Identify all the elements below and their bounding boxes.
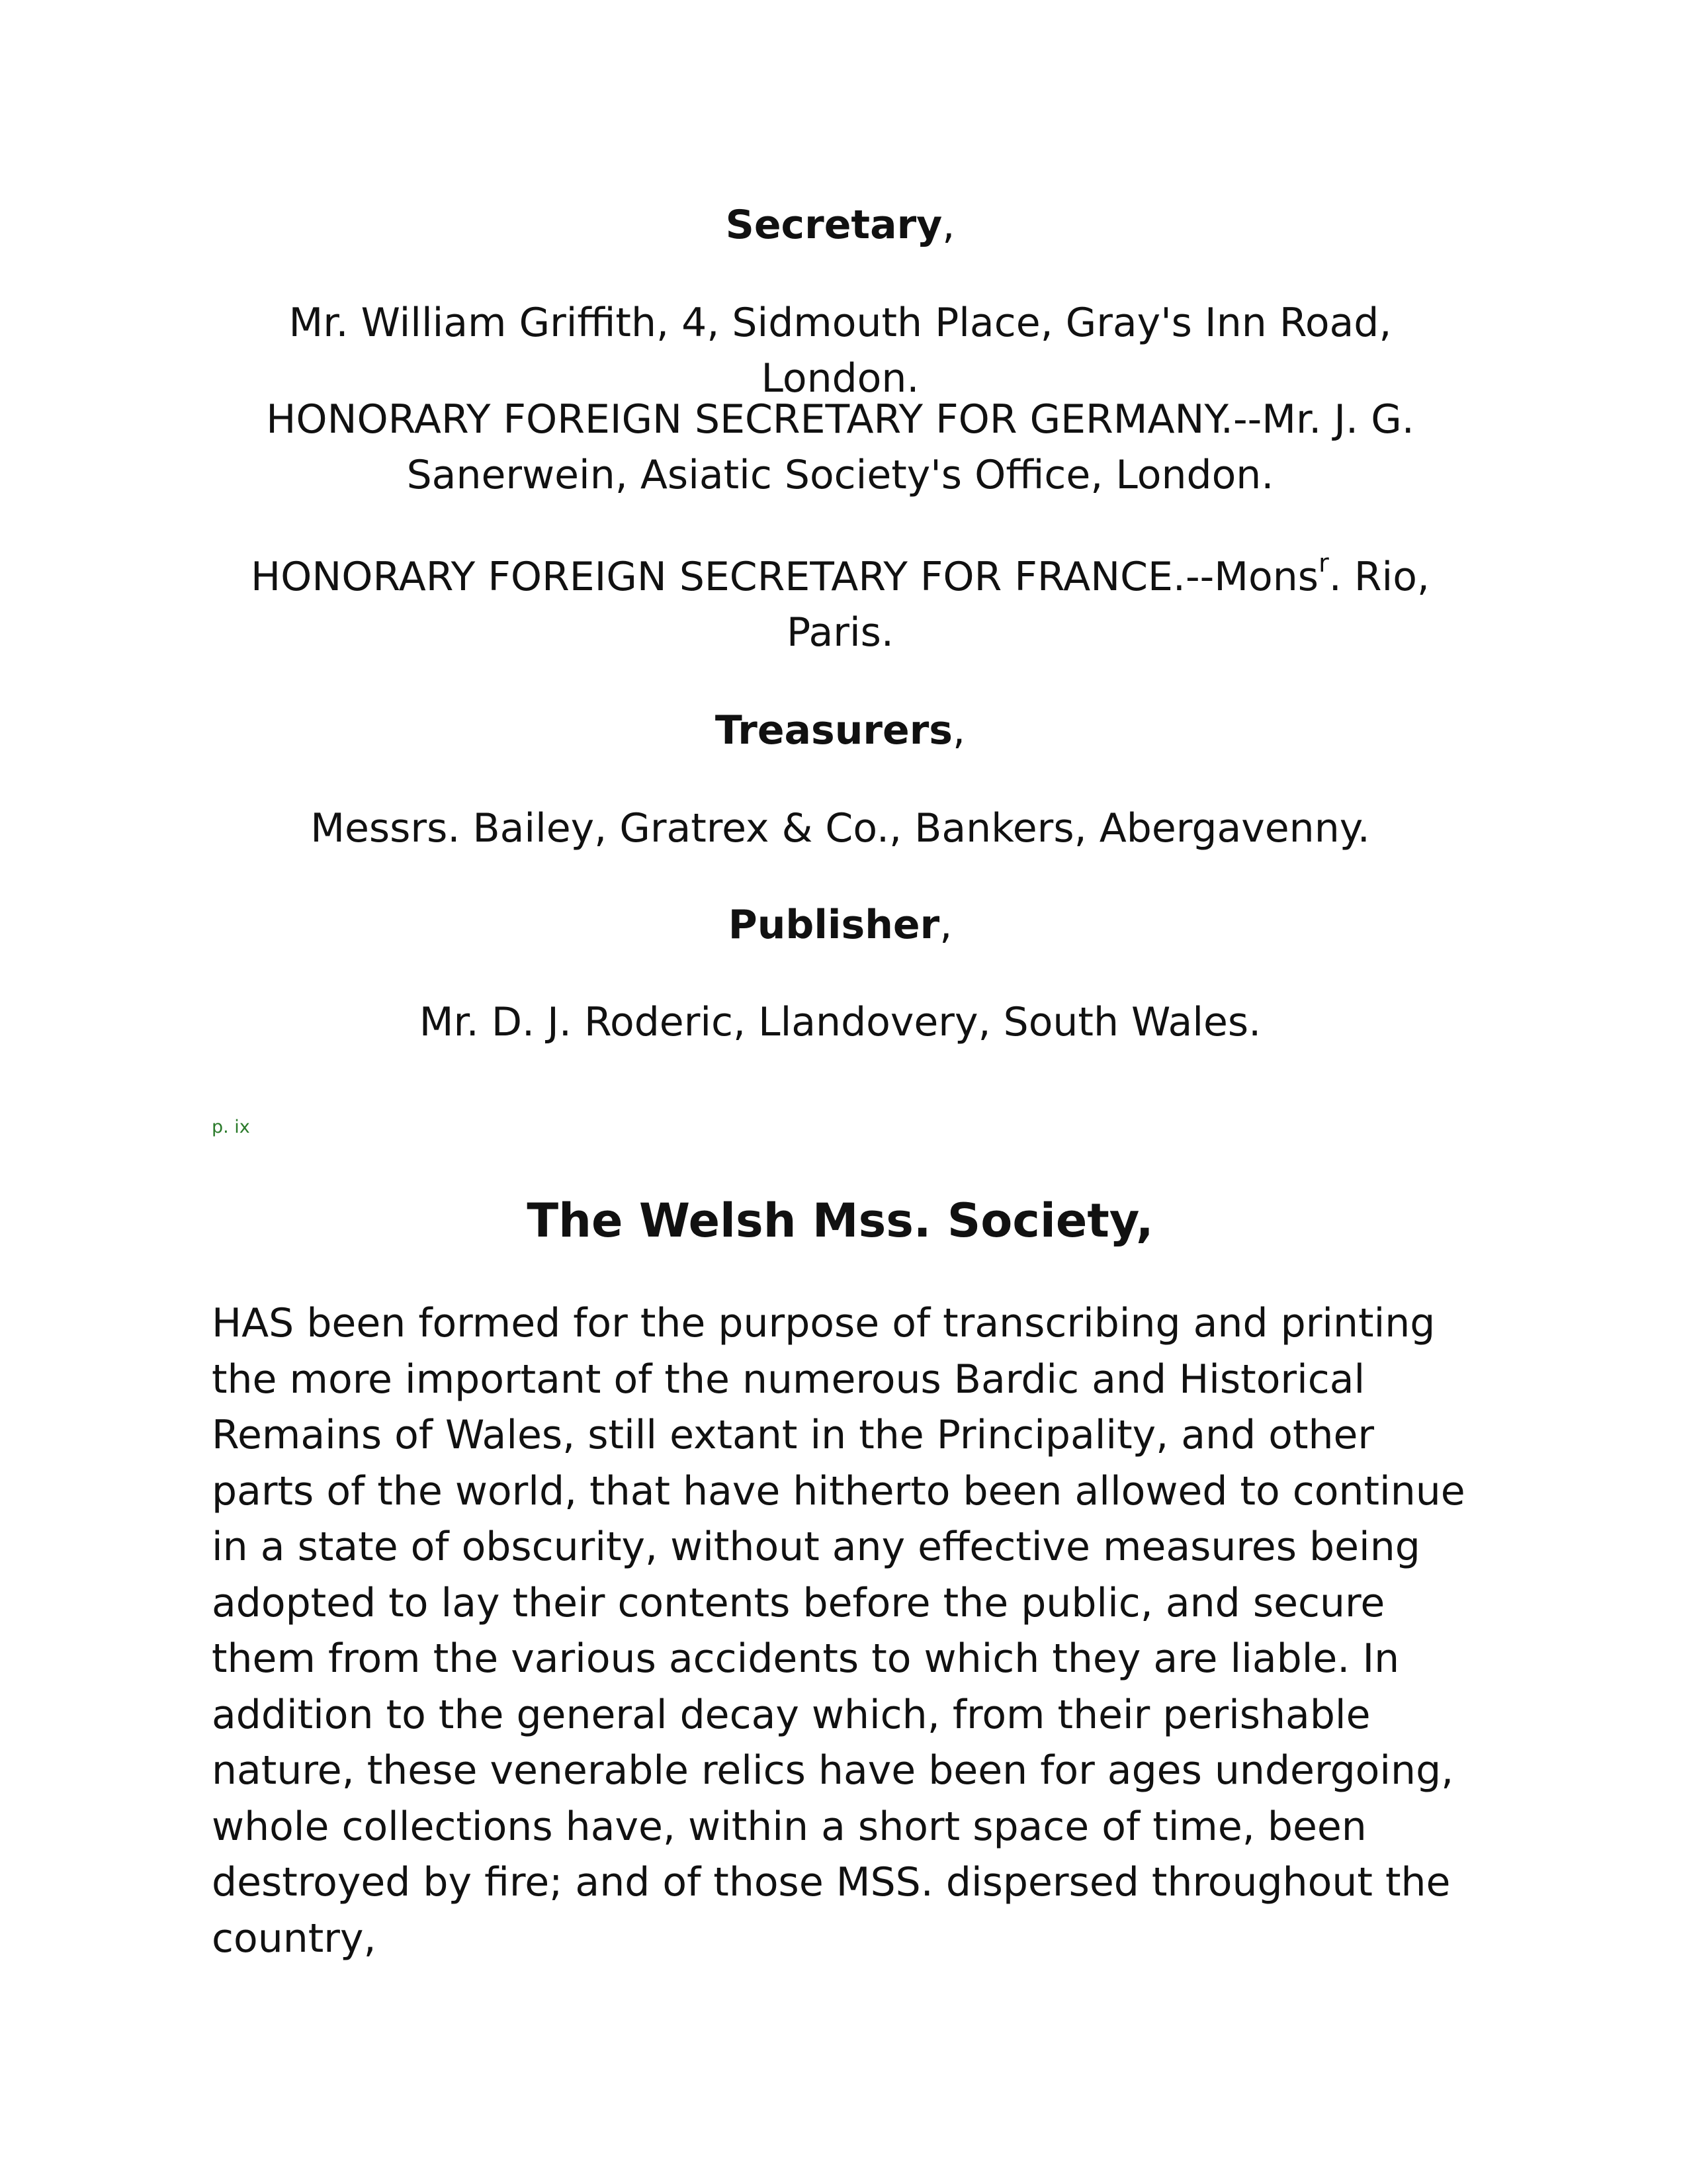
secretary-heading-suffix: , (942, 202, 955, 248)
secretary-heading-label: Secretary (725, 202, 943, 248)
page-number: p. ix (212, 1117, 250, 1137)
france-text-before: HONORARY FOREIGN SECRETARY FOR FRANCE.--Mons (251, 554, 1319, 600)
secretary-name: Mr. William Griffith, 4, Sidmouth Place, Gray's Inn Road, London. (288, 300, 1392, 402)
body-paragraph: HAS been formed for the purpose of transcribing and printing the more important of the numerous Bardic and Historical Remains of Wales, still extant in the Principality, and other parts of the world, that have hitherto been allowed to continue in a state of obscurity, without any effective measures being adopted to lay their contents before the public, and secure them from the various accidents to which they are liable. In addition to the general decay which, from their perishable nature, these venerable relics have been for ages undergoing, whole collections have, within a short space of time, been destroyed by fire; and of those MSS. dispersed throughout the country, (212, 1300, 1465, 1962)
publisher-name: Mr. D. J. Roderic, Llandovery, South Wales. (419, 999, 1262, 1045)
section-title: The Welsh Mss. Society, (527, 1194, 1154, 1248)
france-text-after: . Rio, Paris. (787, 554, 1430, 656)
publisher-heading (212, 897, 1469, 953)
treasurers-heading-label: Treasurers (714, 707, 953, 754)
foreign-secretary-germany: HONORARY FOREIGN SECRETARY FOR GERMANY.--Mr. J. G. Sanerwein, Asiatic Society's Office, London. (266, 396, 1414, 498)
foreign-secretary-france (212, 549, 1469, 660)
france-superscript: r (1319, 548, 1329, 578)
treasurers-name: Messrs. Bailey, Gratrex & Co., Bankers, Abergavenny. (310, 805, 1370, 852)
treasurers-heading-suffix: , (953, 707, 966, 754)
publisher-heading-label: Publisher (728, 902, 940, 948)
publisher-heading-suffix: , (939, 902, 953, 948)
secretary-heading (212, 197, 1469, 253)
treasurers-heading (212, 703, 1469, 758)
